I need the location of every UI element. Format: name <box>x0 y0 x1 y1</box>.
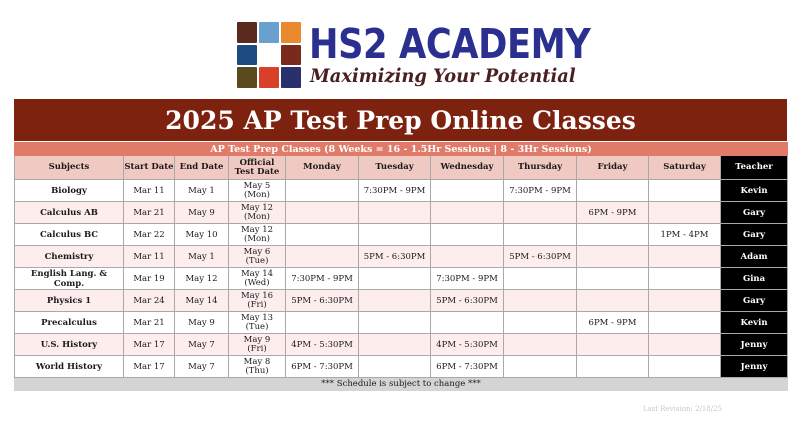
table-row <box>15 246 788 268</box>
session-cell-sat <box>649 290 721 312</box>
start-date-cell: Mar 21 <box>124 312 175 334</box>
test-day: (Tue) <box>245 321 269 332</box>
logo-tile <box>237 45 257 66</box>
teacher-cell: Jenny <box>721 356 788 378</box>
start-date-cell: Mar 17 <box>124 356 175 378</box>
teacher-cell: Kevin <box>721 312 788 334</box>
table-row <box>15 356 788 378</box>
session-cell-mon: 4PM - 5:30PM <box>286 334 359 356</box>
session-cell-thu <box>504 312 577 334</box>
session-cell-wed <box>431 180 504 202</box>
session-cell-mon: 6PM - 7:30PM <box>286 356 359 378</box>
subject-cell: Calculus AB <box>15 202 124 224</box>
session-cell-thu <box>504 356 577 378</box>
session-cell-wed: 4PM - 5:30PM <box>431 334 504 356</box>
session-cell-fri <box>577 224 649 246</box>
session-cell-wed <box>431 246 504 268</box>
logo-tile <box>259 67 279 88</box>
end-date-cell: May 7 <box>175 356 229 378</box>
table-row <box>15 312 788 334</box>
test-day: (Mon) <box>244 211 270 222</box>
end-date-cell: May 7 <box>175 334 229 356</box>
session-cell-tue <box>359 202 431 224</box>
session-cell-fri <box>577 356 649 378</box>
test-date: May 16 <box>240 290 274 301</box>
logo-tile <box>281 45 301 66</box>
table-row <box>15 334 788 356</box>
test-date-cell <box>229 334 286 356</box>
test-date: May 9 <box>243 334 271 345</box>
session-cell-tue <box>359 312 431 334</box>
end-date-cell: May 9 <box>175 202 229 224</box>
test-date-cell <box>229 246 286 268</box>
start-date-cell: Mar 22 <box>124 224 175 246</box>
logo-tile <box>259 22 279 43</box>
teacher-cell: Gina <box>721 268 788 290</box>
session-cell-sat <box>649 312 721 334</box>
start-date-cell: Mar 17 <box>124 334 175 356</box>
session-cell-fri: 6PM - 9PM <box>577 312 649 334</box>
session-cell-tue <box>359 356 431 378</box>
test-day: (Fri) <box>247 343 267 354</box>
subject-cell: Calculus BC <box>15 224 124 246</box>
test-date: May 12 <box>240 202 274 213</box>
session-cell-tue: 7:30PM - 9PM <box>359 180 431 202</box>
test-date: May 12 <box>240 224 274 235</box>
table-subtitle: AP Test Prep Classes (8 Weeks = 16 - 1.5Hr Sessions | 8 - 3Hr Sessions) <box>15 143 788 156</box>
teacher-cell: Jenny <box>721 334 788 356</box>
session-cell-thu: 5PM - 6:30PM <box>504 246 577 268</box>
logo-mosaic-icon <box>237 22 301 88</box>
logo-tile <box>237 22 257 43</box>
schedule-note: *** Schedule is subject to change *** <box>15 378 788 391</box>
column-header: Saturday <box>649 156 721 180</box>
session-cell-fri <box>577 268 649 290</box>
test-date-cell <box>229 312 286 334</box>
session-cell-tue <box>359 290 431 312</box>
session-cell-thu <box>504 268 577 290</box>
logo-tagline: Maximizing Your Potential <box>310 65 576 87</box>
session-cell-thu: 7:30PM - 9PM <box>504 180 577 202</box>
logo-tile <box>281 22 301 43</box>
subject-cell: World History <box>15 356 124 378</box>
teacher-cell: Gary <box>721 290 788 312</box>
test-day: (Fri) <box>247 299 267 310</box>
test-day: (Tue) <box>245 255 269 266</box>
test-date-cell <box>229 356 286 378</box>
end-date-cell: May 10 <box>175 224 229 246</box>
page-title: 2025 AP Test Prep Online Classes <box>14 99 787 141</box>
table-row <box>15 224 788 246</box>
session-cell-fri <box>577 290 649 312</box>
logo-tile <box>281 67 301 88</box>
session-cell-sat <box>649 246 721 268</box>
start-date-cell: Mar 19 <box>124 268 175 290</box>
session-cell-sat: 1PM - 4PM <box>649 224 721 246</box>
session-cell-thu <box>504 202 577 224</box>
session-cell-mon: 5PM - 6:30PM <box>286 290 359 312</box>
teacher-cell: Gary <box>721 202 788 224</box>
session-cell-sat <box>649 268 721 290</box>
test-day: (Mon) <box>244 189 270 200</box>
session-cell-wed: 6PM - 7:30PM <box>431 356 504 378</box>
start-date-cell: Mar 24 <box>124 290 175 312</box>
subject-cell: Chemistry <box>15 246 124 268</box>
session-cell-sat <box>649 356 721 378</box>
session-cell-mon <box>286 202 359 224</box>
table-row <box>15 268 788 290</box>
session-cell-wed <box>431 202 504 224</box>
column-header: Friday <box>577 156 649 180</box>
start-date-cell: Mar 21 <box>124 202 175 224</box>
test-day: (Thu) <box>245 365 269 376</box>
session-cell-mon: 7:30PM - 9PM <box>286 268 359 290</box>
test-date-cell <box>229 224 286 246</box>
session-cell-thu <box>504 224 577 246</box>
column-header: Wednesday <box>431 156 504 180</box>
session-cell-wed: 7:30PM - 9PM <box>431 268 504 290</box>
column-header: End Date <box>175 156 229 180</box>
test-day: (Wed) <box>244 277 270 288</box>
column-header: Official Test Date <box>229 156 286 180</box>
table-row <box>15 290 788 312</box>
last-revision: Last Revision: 2/18/25 <box>642 405 722 413</box>
test-date-cell <box>229 202 286 224</box>
subject-cell: Precalculus <box>15 312 124 334</box>
column-header: Start Date <box>124 156 175 180</box>
session-cell-fri: 6PM - 9PM <box>577 202 649 224</box>
session-cell-thu <box>504 290 577 312</box>
table-row <box>15 180 788 202</box>
session-cell-fri <box>577 180 649 202</box>
test-date: May 5 <box>243 180 271 191</box>
test-date: May 13 <box>240 312 274 323</box>
session-cell-thu <box>504 334 577 356</box>
session-cell-tue: 5PM - 6:30PM <box>359 246 431 268</box>
column-header: Tuesday <box>359 156 431 180</box>
academy-logo <box>237 20 591 90</box>
test-date: May 8 <box>243 356 271 367</box>
session-cell-mon <box>286 180 359 202</box>
schedule-table <box>14 142 788 391</box>
test-date-cell <box>229 180 286 202</box>
teacher-cell: Adam <box>721 246 788 268</box>
teacher-cell: Kevin <box>721 180 788 202</box>
end-date-cell: May 9 <box>175 312 229 334</box>
subject-cell: English Lang. & Comp. <box>15 268 124 290</box>
test-day: (Mon) <box>244 233 270 244</box>
session-cell-fri <box>577 334 649 356</box>
session-cell-wed <box>431 312 504 334</box>
end-date-cell: May 1 <box>175 180 229 202</box>
column-header: Teacher <box>721 156 788 180</box>
session-cell-mon <box>286 224 359 246</box>
session-cell-sat <box>649 180 721 202</box>
session-cell-mon <box>286 312 359 334</box>
session-cell-fri <box>577 246 649 268</box>
session-cell-tue <box>359 224 431 246</box>
subject-cell: Biology <box>15 180 124 202</box>
session-cell-wed <box>431 224 504 246</box>
subject-cell: Physics 1 <box>15 290 124 312</box>
teacher-cell: Gary <box>721 224 788 246</box>
logo-tile <box>237 67 257 88</box>
test-date-cell <box>229 290 286 312</box>
session-cell-mon <box>286 246 359 268</box>
session-cell-sat <box>649 334 721 356</box>
session-cell-wed: 5PM - 6:30PM <box>431 290 504 312</box>
logo-title: HS2 ACADEMY <box>309 20 591 68</box>
logo-tile <box>259 45 279 66</box>
start-date-cell: Mar 11 <box>124 246 175 268</box>
end-date-cell: May 1 <box>175 246 229 268</box>
test-date-cell <box>229 268 286 290</box>
end-date-cell: May 14 <box>175 290 229 312</box>
column-header: Subjects <box>15 156 124 180</box>
column-header: Monday <box>286 156 359 180</box>
end-date-cell: May 12 <box>175 268 229 290</box>
start-date-cell: Mar 11 <box>124 180 175 202</box>
session-cell-tue <box>359 268 431 290</box>
session-cell-sat <box>649 202 721 224</box>
test-date: May 14 <box>240 268 274 279</box>
table-row <box>15 202 788 224</box>
test-date: May 6 <box>243 246 271 257</box>
subject-cell: U.S. History <box>15 334 124 356</box>
column-header: Thursday <box>504 156 577 180</box>
session-cell-tue <box>359 334 431 356</box>
